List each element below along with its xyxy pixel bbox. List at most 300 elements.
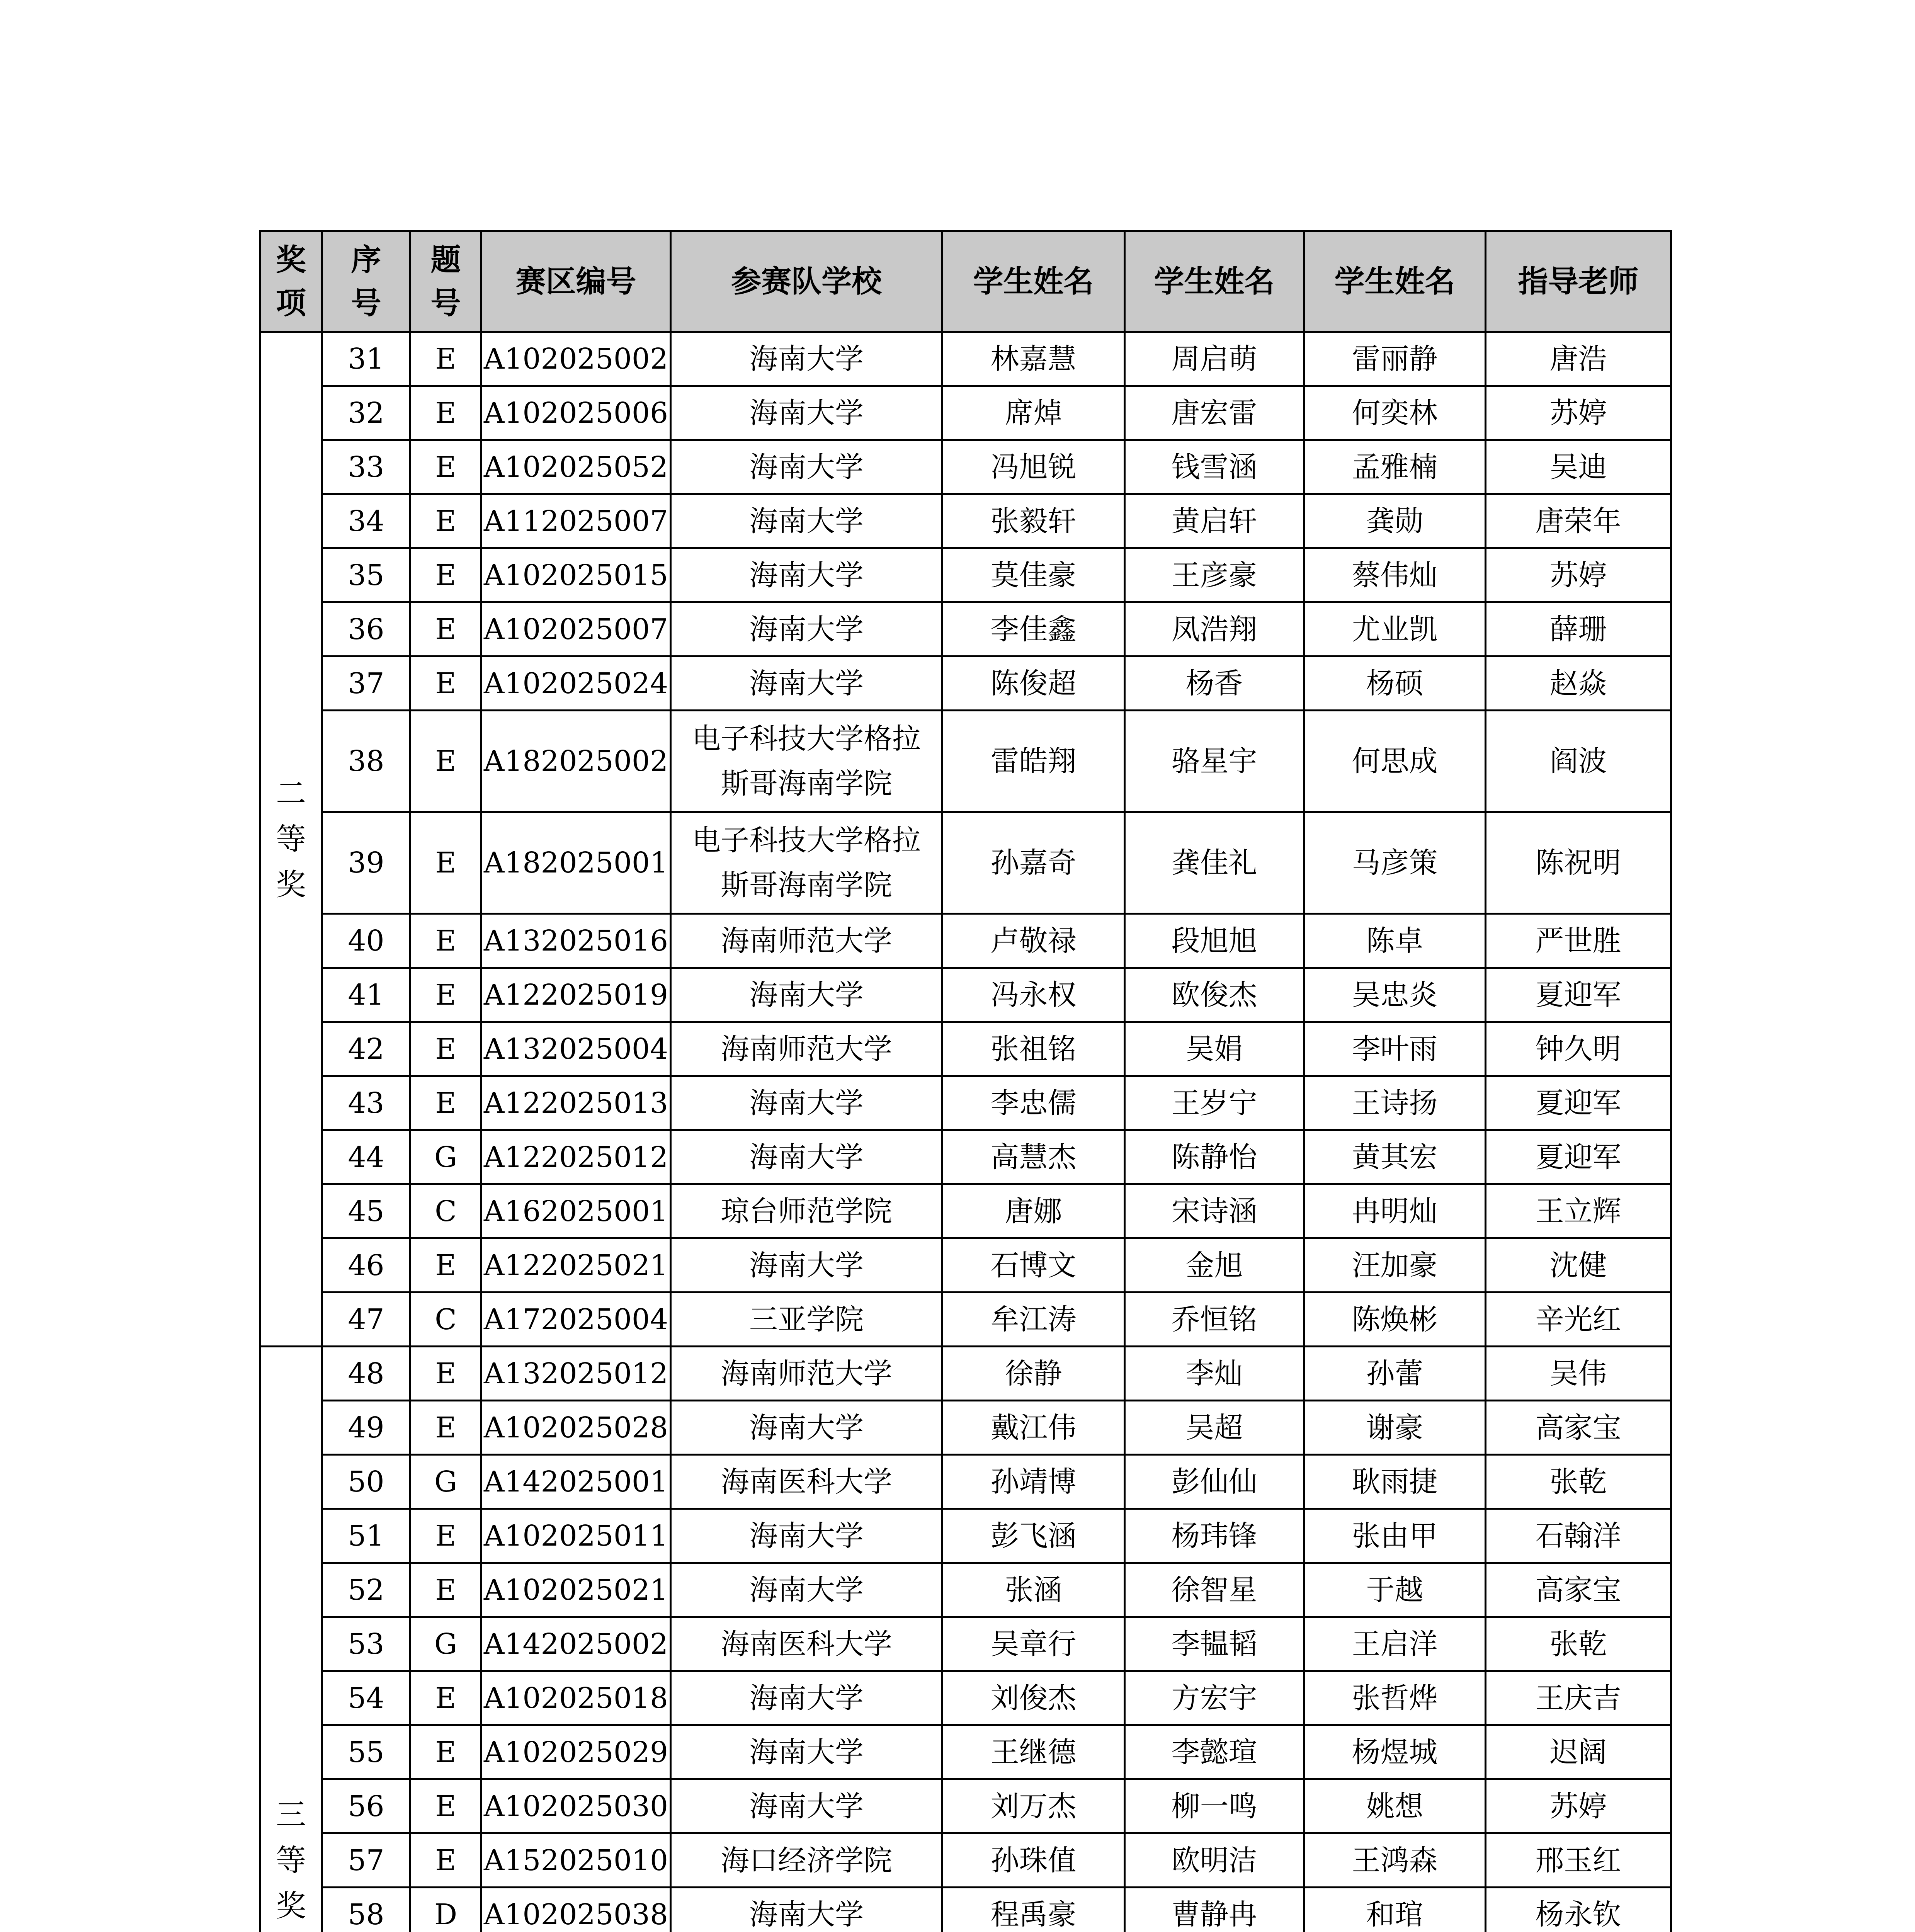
seq-cell: 45 (322, 1184, 410, 1238)
prize-level-char: 二 (276, 776, 306, 811)
student3-cell: 孟雅楠 (1304, 440, 1486, 494)
student3-cell: 汪加豪 (1304, 1238, 1486, 1293)
student2-cell: 李灿 (1125, 1347, 1304, 1401)
school-cell (671, 968, 942, 1022)
advisor-cell: 张乾 (1486, 1455, 1671, 1509)
student2-cell: 周启萌 (1125, 332, 1304, 386)
advisor-cell: 唐荣年 (1486, 494, 1671, 548)
problem-cell: E (410, 1347, 481, 1401)
school-name-line: 琼台师范学院 (721, 1194, 892, 1228)
seq-cell: 38 (322, 711, 410, 812)
school-cell (671, 1184, 942, 1238)
student1-cell: 徐静 (942, 1347, 1125, 1401)
region-code-cell: A182025001 (481, 812, 671, 914)
school-name-line: 海南大学 (749, 1789, 864, 1823)
school-name-line: 海南大学 (749, 1573, 864, 1607)
school-cell (671, 494, 942, 548)
seq-cell: 51 (322, 1509, 410, 1563)
student2-cell: 黄启轩 (1125, 494, 1304, 548)
region-code-cell: A142025002 (481, 1617, 671, 1671)
advisor-cell: 高家宝 (1486, 1563, 1671, 1617)
region-code-cell: A132025016 (481, 914, 671, 968)
header-student2: 学生姓名 (1125, 231, 1304, 332)
problem-cell: E (410, 656, 481, 711)
problem-cell: E (410, 812, 481, 914)
advisor-cell: 高家宝 (1486, 1401, 1671, 1455)
problem-cell: E (410, 1833, 481, 1888)
student1-cell: 冯永权 (942, 968, 1125, 1022)
region-code-cell: A102025018 (481, 1671, 671, 1725)
school-name-line: 电子科技大学格拉 (692, 824, 921, 857)
advisor-cell: 杨永钦 (1486, 1888, 1671, 1932)
school-name-line: 海南医科大学 (721, 1627, 892, 1661)
seq-cell: 47 (322, 1293, 410, 1347)
school-name-line: 电子科技大学格拉 (692, 722, 921, 755)
region-code-cell: A102025038 (481, 1888, 671, 1932)
table-row (260, 1671, 1671, 1725)
table-row (260, 656, 1671, 711)
student3-cell: 李叶雨 (1304, 1022, 1486, 1076)
student3-cell: 杨硕 (1304, 656, 1486, 711)
prize-level-cell (260, 1347, 322, 1932)
student1-cell: 孙嘉奇 (942, 812, 1125, 914)
school-name-line: 斯哥海南学院 (721, 869, 892, 902)
region-code-cell: A132025004 (481, 1022, 671, 1076)
student3-cell: 王鸿森 (1304, 1833, 1486, 1888)
advisor-cell: 钟久明 (1486, 1022, 1671, 1076)
student1-cell: 石博文 (942, 1238, 1125, 1293)
table-row (260, 812, 1671, 914)
seq-cell: 40 (322, 914, 410, 968)
problem-cell: C (410, 1293, 481, 1347)
school-name-line: 海南师范大学 (721, 924, 892, 957)
header-row (260, 231, 1671, 332)
student1-cell: 林嘉慧 (942, 332, 1125, 386)
seq-cell: 55 (322, 1725, 410, 1779)
region-code-cell: A102025002 (481, 332, 671, 386)
problem-cell: E (410, 914, 481, 968)
table-row (260, 1833, 1671, 1888)
prize-level-char: 奖 (276, 1888, 306, 1923)
student3-cell: 吴忠炎 (1304, 968, 1486, 1022)
seq-cell: 34 (322, 494, 410, 548)
school-cell (671, 332, 942, 386)
school-cell (671, 1076, 942, 1130)
region-code-cell: A102025030 (481, 1779, 671, 1833)
student2-cell: 杨香 (1125, 656, 1304, 711)
school-name-line: 海南大学 (749, 1681, 864, 1715)
student3-cell: 张由甲 (1304, 1509, 1486, 1563)
student2-cell: 骆星宇 (1125, 711, 1304, 812)
school-name-line: 海南医科大学 (721, 1465, 892, 1498)
student2-cell: 凤浩翔 (1125, 602, 1304, 656)
seq-cell: 54 (322, 1671, 410, 1725)
school-cell (671, 1401, 942, 1455)
problem-cell: E (410, 1509, 481, 1563)
student3-cell: 耿雨捷 (1304, 1455, 1486, 1509)
student2-cell: 方宏宇 (1125, 1671, 1304, 1725)
school-cell (671, 1617, 942, 1671)
student2-cell: 龚佳礼 (1125, 812, 1304, 914)
student3-cell: 冉明灿 (1304, 1184, 1486, 1238)
table-row (260, 494, 1671, 548)
header-region-code: 赛区编号 (481, 231, 671, 332)
student2-cell: 徐智星 (1125, 1563, 1304, 1617)
school-name-line: 海南大学 (749, 1411, 864, 1444)
seq-cell: 32 (322, 386, 410, 440)
school-name-line: 斯哥海南学院 (721, 767, 892, 800)
region-code-cell: A102025052 (481, 440, 671, 494)
problem-cell: G (410, 1455, 481, 1509)
student3-cell: 马彦策 (1304, 812, 1486, 914)
table-row (260, 602, 1671, 656)
seq-cell: 37 (322, 656, 410, 711)
header-seq: 序 号 (322, 231, 410, 332)
school-name-line: 海南大学 (749, 558, 864, 592)
school-cell (671, 914, 942, 968)
problem-cell: E (410, 1671, 481, 1725)
student2-cell: 金旭 (1125, 1238, 1304, 1293)
student1-cell: 戴江伟 (942, 1401, 1125, 1455)
school-name-line: 海南大学 (749, 1898, 864, 1931)
advisor-cell: 吴伟 (1486, 1347, 1671, 1401)
student3-cell: 何思成 (1304, 711, 1486, 812)
school-name-line: 海南大学 (749, 1735, 864, 1769)
table-row (260, 332, 1671, 386)
problem-cell: E (410, 1779, 481, 1833)
problem-cell: E (410, 1238, 481, 1293)
seq-cell: 49 (322, 1401, 410, 1455)
table-row (260, 1455, 1671, 1509)
school-cell (671, 1779, 942, 1833)
student3-cell: 于越 (1304, 1563, 1486, 1617)
table-row (260, 1725, 1671, 1779)
region-code-cell: A102025007 (481, 602, 671, 656)
table-row (260, 1509, 1671, 1563)
school-cell (671, 711, 942, 812)
region-code-cell: A142025001 (481, 1455, 671, 1509)
problem-cell: E (410, 1725, 481, 1779)
student2-cell: 李懿瑄 (1125, 1725, 1304, 1779)
school-cell (671, 1671, 942, 1725)
table-row (260, 914, 1671, 968)
school-cell (671, 440, 942, 494)
region-code-cell: A102025028 (481, 1401, 671, 1455)
seq-cell: 41 (322, 968, 410, 1022)
student1-cell: 王继德 (942, 1725, 1125, 1779)
school-name-line: 海南大学 (749, 1519, 864, 1553)
student1-cell: 张涵 (942, 1563, 1125, 1617)
table-row (260, 1563, 1671, 1617)
student3-cell: 谢豪 (1304, 1401, 1486, 1455)
student2-cell: 唐宏雷 (1125, 386, 1304, 440)
student3-cell: 王启洋 (1304, 1617, 1486, 1671)
advisor-cell: 夏迎军 (1486, 1076, 1671, 1130)
student1-cell: 刘俊杰 (942, 1671, 1125, 1725)
problem-cell: E (410, 494, 481, 548)
seq-cell: 42 (322, 1022, 410, 1076)
student1-cell: 牟江涛 (942, 1293, 1125, 1347)
region-code-cell: A112025007 (481, 494, 671, 548)
header-prize: 奖 项 (260, 231, 322, 332)
table-row (260, 440, 1671, 494)
region-code-cell: A102025029 (481, 1725, 671, 1779)
school-cell (671, 812, 942, 914)
region-code-cell: A102025006 (481, 386, 671, 440)
student2-cell: 王岁宁 (1125, 1076, 1304, 1130)
school-cell (671, 1238, 942, 1293)
seq-cell: 43 (322, 1076, 410, 1130)
problem-cell: E (410, 1076, 481, 1130)
school-cell (671, 1833, 942, 1888)
table-row (260, 1076, 1671, 1130)
school-name-line: 海南大学 (749, 612, 864, 646)
seq-cell: 52 (322, 1563, 410, 1617)
student2-cell: 吴娟 (1125, 1022, 1304, 1076)
student1-cell: 孙靖博 (942, 1455, 1125, 1509)
prize-level-char: 奖 (276, 867, 306, 902)
table-row (260, 1293, 1671, 1347)
school-name-line: 海南师范大学 (721, 1032, 892, 1066)
student3-cell: 黄其宏 (1304, 1130, 1486, 1184)
region-code-cell: A102025011 (481, 1509, 671, 1563)
table-row (260, 1130, 1671, 1184)
seq-cell: 31 (322, 332, 410, 386)
region-code-cell: A172025004 (481, 1293, 671, 1347)
student1-cell: 张祖铭 (942, 1022, 1125, 1076)
school-cell (671, 1563, 942, 1617)
table-row (260, 711, 1671, 812)
advisor-cell: 陈祝明 (1486, 812, 1671, 914)
region-code-cell: A122025019 (481, 968, 671, 1022)
school-cell (671, 1347, 942, 1401)
table-row (260, 1779, 1671, 1833)
seq-cell: 35 (322, 548, 410, 602)
problem-cell: E (410, 602, 481, 656)
advisor-cell: 沈健 (1486, 1238, 1671, 1293)
student2-cell: 段旭旭 (1125, 914, 1304, 968)
problem-cell: E (410, 1401, 481, 1455)
table-body (260, 332, 1671, 1932)
student2-cell: 陈静怡 (1125, 1130, 1304, 1184)
student1-cell: 孙珠值 (942, 1833, 1125, 1888)
advisor-cell: 张乾 (1486, 1617, 1671, 1671)
advisor-cell: 石翰洋 (1486, 1509, 1671, 1563)
student3-cell: 尤业凯 (1304, 602, 1486, 656)
header-student1: 学生姓名 (942, 231, 1125, 332)
advisor-cell: 王立辉 (1486, 1184, 1671, 1238)
school-cell (671, 1293, 942, 1347)
student1-cell: 李佳鑫 (942, 602, 1125, 656)
school-name-line: 海南大学 (749, 450, 864, 484)
advisor-cell: 邢玉红 (1486, 1833, 1671, 1888)
school-cell (671, 1455, 942, 1509)
problem-cell: E (410, 968, 481, 1022)
seq-cell: 48 (322, 1347, 410, 1401)
student3-cell: 张哲烨 (1304, 1671, 1486, 1725)
school-name-line: 海南大学 (749, 504, 864, 538)
student2-cell: 吴超 (1125, 1401, 1304, 1455)
seq-cell: 44 (322, 1130, 410, 1184)
student2-cell: 钱雪涵 (1125, 440, 1304, 494)
problem-cell: E (410, 440, 481, 494)
table-row (260, 1617, 1671, 1671)
student2-cell: 柳一鸣 (1125, 1779, 1304, 1833)
table-row (260, 548, 1671, 602)
school-name-line: 海南大学 (749, 667, 864, 700)
seq-cell: 56 (322, 1779, 410, 1833)
seq-cell: 53 (322, 1617, 410, 1671)
school-cell (671, 1022, 942, 1076)
region-code-cell: A132025012 (481, 1347, 671, 1401)
table-row (260, 1022, 1671, 1076)
school-name-line: 海南大学 (749, 1140, 864, 1174)
problem-cell: E (410, 548, 481, 602)
problem-cell: E (410, 1563, 481, 1617)
school-name-line: 海南大学 (749, 978, 864, 1012)
problem-cell: E (410, 332, 481, 386)
student3-cell: 姚想 (1304, 1779, 1486, 1833)
advisor-cell: 王庆吉 (1486, 1671, 1671, 1725)
table-row (260, 1347, 1671, 1401)
region-code-cell: A182025002 (481, 711, 671, 812)
header-student3: 学生姓名 (1304, 231, 1486, 332)
region-code-cell: A102025024 (481, 656, 671, 711)
student1-cell: 李忠儒 (942, 1076, 1125, 1130)
student1-cell: 冯旭锐 (942, 440, 1125, 494)
school-cell (671, 656, 942, 711)
school-name-line: 海南大学 (749, 396, 864, 430)
student3-cell: 雷丽静 (1304, 332, 1486, 386)
school-name-line: 海南大学 (749, 342, 864, 376)
student1-cell: 彭飞涵 (942, 1509, 1125, 1563)
student1-cell: 卢敬禄 (942, 914, 1125, 968)
region-code-cell: A122025021 (481, 1238, 671, 1293)
table-row (260, 386, 1671, 440)
school-cell (671, 548, 942, 602)
student1-cell: 唐娜 (942, 1184, 1125, 1238)
problem-cell: C (410, 1184, 481, 1238)
table-row (260, 968, 1671, 1022)
school-cell (671, 602, 942, 656)
prize-level-cell (260, 332, 322, 1347)
awards-table (259, 230, 1672, 1932)
prize-level-char: 等 (276, 821, 306, 857)
school-cell (671, 1725, 942, 1779)
student2-cell: 杨玮锋 (1125, 1509, 1304, 1563)
student1-cell: 高慧杰 (942, 1130, 1125, 1184)
school-cell (671, 1888, 942, 1932)
table-row (260, 1888, 1671, 1932)
advisor-cell: 辛光红 (1486, 1293, 1671, 1347)
prize-level-char: 三 (276, 1797, 306, 1832)
advisor-cell: 苏婷 (1486, 386, 1671, 440)
advisor-cell: 苏婷 (1486, 1779, 1671, 1833)
student1-cell: 席焯 (942, 386, 1125, 440)
student2-cell: 欧俊杰 (1125, 968, 1304, 1022)
advisor-cell: 夏迎军 (1486, 968, 1671, 1022)
region-code-cell: A162025001 (481, 1184, 671, 1238)
school-cell (671, 1130, 942, 1184)
student3-cell: 蔡伟灿 (1304, 548, 1486, 602)
student3-cell: 孙蕾 (1304, 1347, 1486, 1401)
advisor-cell: 夏迎军 (1486, 1130, 1671, 1184)
student1-cell: 刘万杰 (942, 1779, 1125, 1833)
advisor-cell: 严世胜 (1486, 914, 1671, 968)
student3-cell: 陈卓 (1304, 914, 1486, 968)
region-code-cell: A122025013 (481, 1076, 671, 1130)
student3-cell: 何奕林 (1304, 386, 1486, 440)
student2-cell: 王彦豪 (1125, 548, 1304, 602)
problem-cell: E (410, 1022, 481, 1076)
school-name-line: 海南大学 (749, 1086, 864, 1120)
advisor-cell: 吴迪 (1486, 440, 1671, 494)
school-name-line: 海南大学 (749, 1248, 864, 1282)
table-row (260, 1238, 1671, 1293)
header-advisor: 指导老师 (1486, 231, 1671, 332)
seq-cell: 33 (322, 440, 410, 494)
problem-cell: D (410, 1888, 481, 1932)
advisor-cell: 薛珊 (1486, 602, 1671, 656)
student1-cell: 程禹豪 (942, 1888, 1125, 1932)
advisor-cell: 唐浩 (1486, 332, 1671, 386)
school-cell (671, 386, 942, 440)
advisor-cell: 赵焱 (1486, 656, 1671, 711)
region-code-cell: A122025012 (481, 1130, 671, 1184)
school-name-line: 三亚学院 (749, 1303, 864, 1336)
student1-cell: 雷皓翔 (942, 711, 1125, 812)
seq-cell: 58 (322, 1888, 410, 1932)
header-school: 参赛队学校 (671, 231, 942, 332)
region-code-cell: A152025010 (481, 1833, 671, 1888)
advisor-cell: 阎波 (1486, 711, 1671, 812)
student1-cell: 张毅轩 (942, 494, 1125, 548)
student1-cell: 吴章行 (942, 1617, 1125, 1671)
seq-cell: 57 (322, 1833, 410, 1888)
seq-cell: 50 (322, 1455, 410, 1509)
student3-cell: 陈焕彬 (1304, 1293, 1486, 1347)
problem-cell: E (410, 711, 481, 812)
student2-cell: 乔恒铭 (1125, 1293, 1304, 1347)
student2-cell: 曹静冉 (1125, 1888, 1304, 1932)
table-row (260, 1401, 1671, 1455)
header-problem: 题 号 (410, 231, 481, 332)
student3-cell: 王诗扬 (1304, 1076, 1486, 1130)
school-name-line: 海南师范大学 (721, 1357, 892, 1390)
student3-cell: 杨煜城 (1304, 1725, 1486, 1779)
region-code-cell: A102025021 (481, 1563, 671, 1617)
student2-cell: 宋诗涵 (1125, 1184, 1304, 1238)
student2-cell: 欧明洁 (1125, 1833, 1304, 1888)
advisor-cell: 苏婷 (1486, 548, 1671, 602)
problem-cell: E (410, 386, 481, 440)
region-code-cell: A102025015 (481, 548, 671, 602)
student3-cell: 和琯 (1304, 1888, 1486, 1932)
table-row (260, 1184, 1671, 1238)
student1-cell: 陈俊超 (942, 656, 1125, 711)
student3-cell: 龚勋 (1304, 494, 1486, 548)
student2-cell: 彭仙仙 (1125, 1455, 1304, 1509)
seq-cell: 39 (322, 812, 410, 914)
seq-cell: 46 (322, 1238, 410, 1293)
advisor-cell: 迟阔 (1486, 1725, 1671, 1779)
school-cell (671, 1509, 942, 1563)
seq-cell: 36 (322, 602, 410, 656)
student2-cell: 李韫韬 (1125, 1617, 1304, 1671)
school-name-line: 海口经济学院 (721, 1844, 892, 1877)
problem-cell: G (410, 1617, 481, 1671)
student1-cell: 莫佳豪 (942, 548, 1125, 602)
